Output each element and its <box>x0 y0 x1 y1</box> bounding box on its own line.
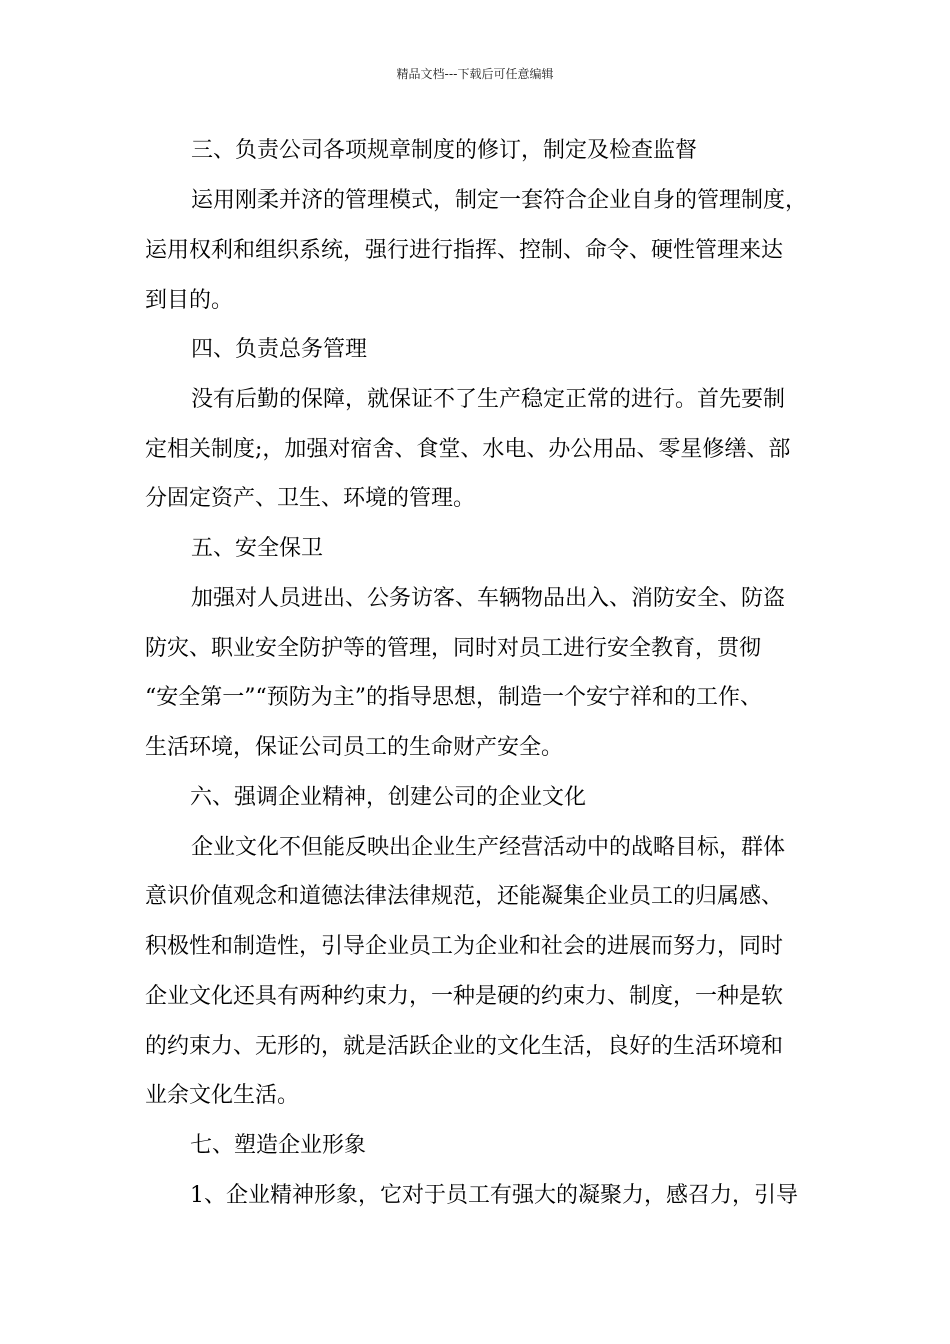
paragraph-line: 运用刚柔并济的管理模式，制定一套符合企业自身的管理制度， <box>191 188 808 213</box>
paragraph-line: 意识价值观念和道德法律法律规范，还能凝集企业员工的归属感、 <box>145 884 784 909</box>
section-heading-3: 三、负责公司各项规章制度的修订，制定及检查监督 <box>191 138 698 163</box>
paragraph-line: 运用权利和组织系统，强行进行指挥、控制、命令、硬性管理来达 <box>145 238 784 263</box>
paragraph-line: 生活环境，保证公司员工的生命财产安全。 <box>145 735 564 760</box>
paragraph-line: 1、企业精神形象，它对于员工有强大的凝聚力，感召力，引导 <box>190 1183 798 1208</box>
section-heading-4: 四、负责总务管理 <box>191 337 368 362</box>
section-heading-6: 六、强调企业精神，创建公司的企业文化 <box>190 785 587 810</box>
paragraph-line: 的约束力、无形的，就是活跃企业的文化生活，良好的生活环境和 <box>145 1034 784 1059</box>
paragraph-line: 没有后勤的保障，就保证不了生产稳定正常的进行。首先要制 <box>191 387 786 412</box>
paragraph-line: 防灾、职业安全防护等的管理，同时对员工进行安全教育，贯彻 <box>145 636 762 661</box>
paragraph-line: “安全第一”“预防为主”的指导思想，制造一个安宁祥和的工作、 <box>145 685 762 710</box>
paragraph-line: 定相关制度;，加强对宿舍、食堂、水电、办公用品、零星修缮、部 <box>145 437 791 462</box>
paragraph-line: 积极性和制造性，引导企业员工为企业和社会的进展而努力，同时 <box>145 934 784 959</box>
page-header: 精品文档---下载后可任意编辑 <box>396 67 554 81</box>
paragraph-line: 到目的。 <box>145 288 234 313</box>
section-heading-7: 七、塑造企业形象 <box>190 1133 367 1158</box>
paragraph-line: 业余文化生活。 <box>145 1083 300 1108</box>
paragraph-line: 分固定资产、卫生、环境的管理。 <box>145 486 476 511</box>
paragraph-line: 企业文化不但能反映出企业生产经营活动中的战略目标，群体 <box>191 835 786 860</box>
paragraph-line: 加强对人员进出、公务访客、车辆物品出入、消防安全、防盗 <box>191 586 786 611</box>
paragraph-line: 企业文化还具有两种约束力，一种是硬的约束力、制度，一种是软 <box>145 984 784 1009</box>
section-heading-5: 五、安全保卫 <box>191 536 324 561</box>
